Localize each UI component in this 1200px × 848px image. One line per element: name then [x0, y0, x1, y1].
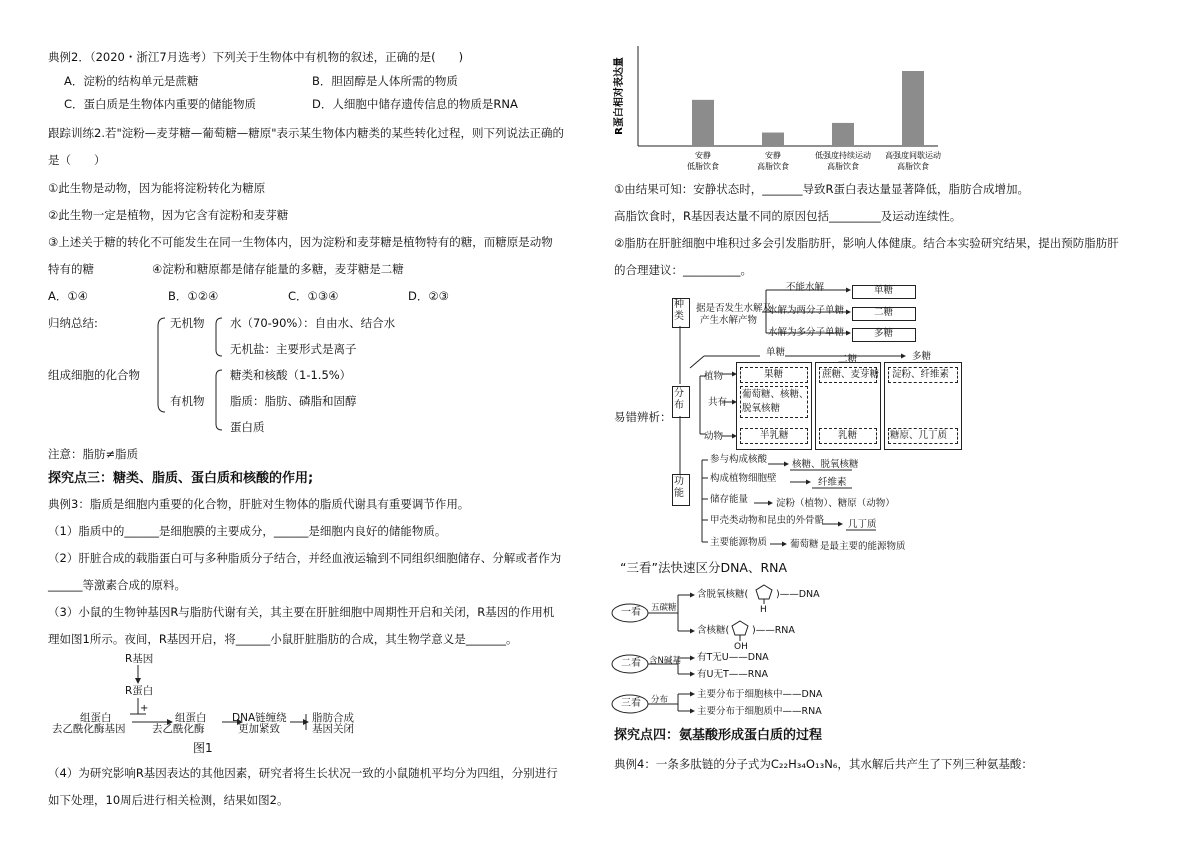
summary-organic: 有机物	[170, 394, 205, 408]
summary-salt: 无机盐：主要形式是离子	[230, 342, 357, 356]
mono-label: 单糖	[874, 285, 894, 296]
point4-title: 探究点四：氨基酸形成蛋白质的过程	[614, 728, 823, 743]
point3-title: 探究点三：糖类、脂质、蛋白质和核酸的作用;	[48, 471, 314, 486]
glycogen: 糖原、几丁质	[890, 430, 948, 441]
example3-part4a: （4）为研究影响R基因表达的其他因素，研究者将生长状况一致的小鼠随机平均分为四组，分别进行	[48, 766, 558, 780]
example3-stem: 典例3：脂质是细胞内重要的化合物，肝脏对生物体的脂质代谢具有重要调节作用。	[48, 497, 470, 511]
h-group: H	[760, 605, 767, 615]
example3-part2b: ______等激素合成的原料。	[48, 578, 186, 592]
summary-lipid: 脂质：脂肪、磷脂和固醇	[230, 394, 357, 408]
oh-group: OH	[734, 642, 748, 652]
example4-stem: 典例4：一条多肽链的分子式为C₂₂H₃₄O₁₃N₆，其水解后共产生了下列三种氨基酸：	[614, 757, 1033, 771]
option-a: A．淀粉的结构单元是蔗糖	[64, 74, 199, 88]
q-answer3b: 的合理建议：__________。	[614, 263, 752, 277]
kind-note-1: 据是否发生水解及	[696, 303, 773, 314]
func-3: 储存能量	[710, 494, 749, 505]
summary-label: 归纳总结:	[48, 316, 98, 330]
di-label: 二糖	[874, 307, 894, 318]
y-axis-label: R蛋白相对表达量	[614, 57, 625, 135]
statement-2: ②此生物一定是植物，因为它含有淀粉和麦芽糖	[48, 208, 289, 222]
option-c: C．蛋白质是生物体内重要的储能物质	[64, 97, 257, 111]
kind-note-2: 产生水解产物	[700, 315, 758, 326]
dist-common: 共有	[708, 397, 728, 408]
q-answer1: ①由结果可知：安静状态时，_______导致R蛋白表达量显著降低，脂肪合成增加。	[614, 182, 1030, 196]
example3-part3a: （3）小鼠的生物钟基因R与脂肪代谢有关，其主要在肝脏细胞中周期性开启和关闭，R基因的作用机	[48, 605, 555, 619]
x-tick-label-4-2: 高脂饮食	[897, 162, 929, 171]
three-title: “三看”法快速区分DNA、RNA	[620, 560, 788, 575]
ribose: 含核糖(	[697, 625, 730, 636]
in-cytoplasm: 主要分布于细胞质中——RNA	[697, 706, 822, 717]
fig1-fat-2: 基因关闭	[312, 723, 354, 735]
fig1-plus: +	[140, 703, 149, 714]
example3-part2a: （2）肝脏合成的载脂蛋白可与多种脂质分子结合，并经血液运输到不同组织细胞储存、分解或者作为	[48, 551, 562, 565]
func-4: 甲壳类动物和昆虫的外骨骼	[710, 515, 825, 526]
by-base: 含N碱基	[649, 656, 681, 666]
x-tick-label-4-1: 高强度间歇运动	[885, 151, 941, 160]
func-label: 功能	[674, 476, 684, 499]
q-answer2: 高脂饮食时，R基因表达量不同的原因包括_________及运动连续性。	[614, 209, 962, 223]
lactose: 乳糖	[838, 430, 858, 441]
example3-part3b: 理如图1所示。夜间，R基因开启，将______小鼠肝脏脂肪的合成，其生物学意义是_______。	[48, 632, 518, 646]
h-mono: 单糖	[766, 347, 786, 358]
look-2: 二看	[621, 658, 641, 669]
practice2-stem-1: 跟踪训练2.若"淀粉—麦芽糖—葡萄糖—糖原"表示某生物体内糖类的某些转化过程，则下列说法正确的	[48, 126, 565, 140]
fig1-hdac-gene-1: 组蛋白	[80, 712, 112, 724]
dist-animal: 动物	[704, 431, 724, 442]
x-tick-label-1-1: 安静	[695, 151, 711, 160]
x-tick-label-3-1: 低强度持续运动	[815, 151, 871, 160]
example3-part4b: 如下处理，10周后进行相关检测，结果如图2。	[48, 793, 289, 807]
fig1-hdac-gene-2: 去乙酰化酶基因	[52, 723, 126, 735]
summary-note: 注意：脂肪≠脂质	[48, 447, 139, 461]
fig1-hdac-1: 组蛋白	[175, 712, 207, 724]
by-pentose: 五碳糖	[651, 603, 677, 613]
fig1-fat-1: 脂肪合成	[312, 712, 354, 724]
common-sugars-2: 脱氧核糖	[742, 403, 781, 414]
option-d: D．人细胞中储存遗传信息的物质是RNA	[312, 97, 518, 111]
mistake-label: 易错辨析：	[614, 410, 672, 424]
func-2: 构成植物细胞壁	[710, 473, 777, 484]
starch: 淀粉、纤维素	[892, 369, 950, 380]
fructose: 果糖	[764, 369, 784, 380]
common-sugars-1: 葡萄糖、核糖、	[742, 389, 809, 400]
q-answer3a: ②脂肪在肝脏细胞中堆积过多会引发脂肪肝，影响人体健康。结合本实验研究结果，提出预防脂肪肝	[614, 236, 1119, 250]
summary-water: 水（70-90%）：自由水、结合水	[230, 316, 396, 330]
func-2-result: 纤维素	[818, 477, 847, 488]
hydro-two: 水解为两分子单糖	[768, 305, 845, 316]
func-4-result: 几丁质	[848, 519, 877, 530]
statement-3b: 特有的糖	[48, 262, 94, 276]
by-distribution: 分布	[651, 695, 669, 705]
has-u: 有U无T——RNA	[697, 669, 768, 680]
poly-label: 多糖	[874, 328, 894, 339]
fig1-caption: 图1	[193, 741, 213, 755]
fig1-dna-2: 更加紧致	[238, 723, 280, 735]
hydro-many: 水解为多分子单糖	[768, 327, 845, 338]
x-tick-label-2-1: 安静	[765, 151, 781, 160]
dist-label: 分布	[674, 388, 684, 411]
option-b: B．胆固醇是人体所需的物质	[312, 74, 458, 88]
func-1-result: 核糖、脱氧核糖	[792, 459, 859, 470]
summary-sugar: 糖类和核酸（1-1.5%）	[230, 368, 352, 382]
ribose-rna: )——RNA	[752, 625, 795, 636]
practice-option-a: A．①④	[48, 289, 88, 303]
func-5-note: 是最主要的能源物质	[820, 541, 906, 552]
galactose: 半乳糖	[760, 430, 789, 441]
fig1-r-protein: R蛋白	[125, 685, 154, 697]
summary-root: 组成细胞的化合物	[48, 368, 140, 382]
practice2-stem-2: 是（ ）	[48, 153, 106, 167]
statement-3a: ③上述关于糖的转化不可能发生在同一生物体内，因为淀粉和麦芽糖是植物特有的糖，而糖原是动物	[48, 235, 553, 249]
kind-label: 种类	[674, 299, 684, 322]
statement-4: ④淀粉和糖原都是储存能量的多糖，麦芽糖是二糖	[152, 262, 404, 276]
look-1: 一看	[621, 607, 641, 618]
dist-plant: 植物	[704, 371, 724, 382]
fig1-hdac-2: 去乙酰化酶	[152, 723, 205, 735]
summary-protein: 蛋白质	[230, 420, 265, 434]
practice-option-b: B．①②④	[168, 289, 219, 303]
look-3: 三看	[621, 698, 641, 709]
x-tick-label-1-2: 低脂饮食	[687, 162, 719, 171]
has-t: 有T无U——DNA	[697, 652, 769, 663]
h-poly: 多糖	[912, 351, 932, 362]
func-5-result: 葡萄糖	[790, 539, 819, 550]
fig1-dna-1: DNA链缠绕	[232, 712, 287, 724]
deoxyribose: 含脱氧核糖(	[697, 589, 749, 600]
sucrose: 蔗糖、麦芽糖	[822, 369, 880, 380]
func-5: 主要能源物质	[710, 537, 768, 548]
fig1-r-gene: R基因	[125, 653, 154, 665]
practice-option-d: D．②③	[408, 289, 449, 303]
x-tick-label-2-2: 高脂饮食	[757, 162, 789, 171]
practice-option-c: C．①③④	[288, 289, 339, 303]
example3-part1: （1）脂质中的______是细胞膜的主要成分，______是细胞内良好的储能物质。	[48, 524, 447, 538]
func-1: 参与构成核酸	[710, 454, 768, 465]
q2-stem: 典例2．（2020・浙江7月选考）下列关于生物体中有机物的叙述，正确的是( )	[48, 50, 464, 64]
summary-inorganic: 无机物	[170, 316, 205, 330]
x-tick-label-3-2: 高脂饮食	[827, 162, 859, 171]
statement-1: ①此生物是动物，因为能将淀粉转化为糖原	[48, 181, 266, 195]
no-hydrolysis: 不能水解	[786, 282, 825, 293]
func-3-result: 淀粉（植物）、糖原（动物）	[776, 498, 895, 509]
in-nucleus: 主要分布于细胞核中——DNA	[697, 689, 823, 700]
deoxyribose-dna: )——DNA	[776, 589, 820, 600]
h-di: 二糖	[838, 354, 858, 365]
